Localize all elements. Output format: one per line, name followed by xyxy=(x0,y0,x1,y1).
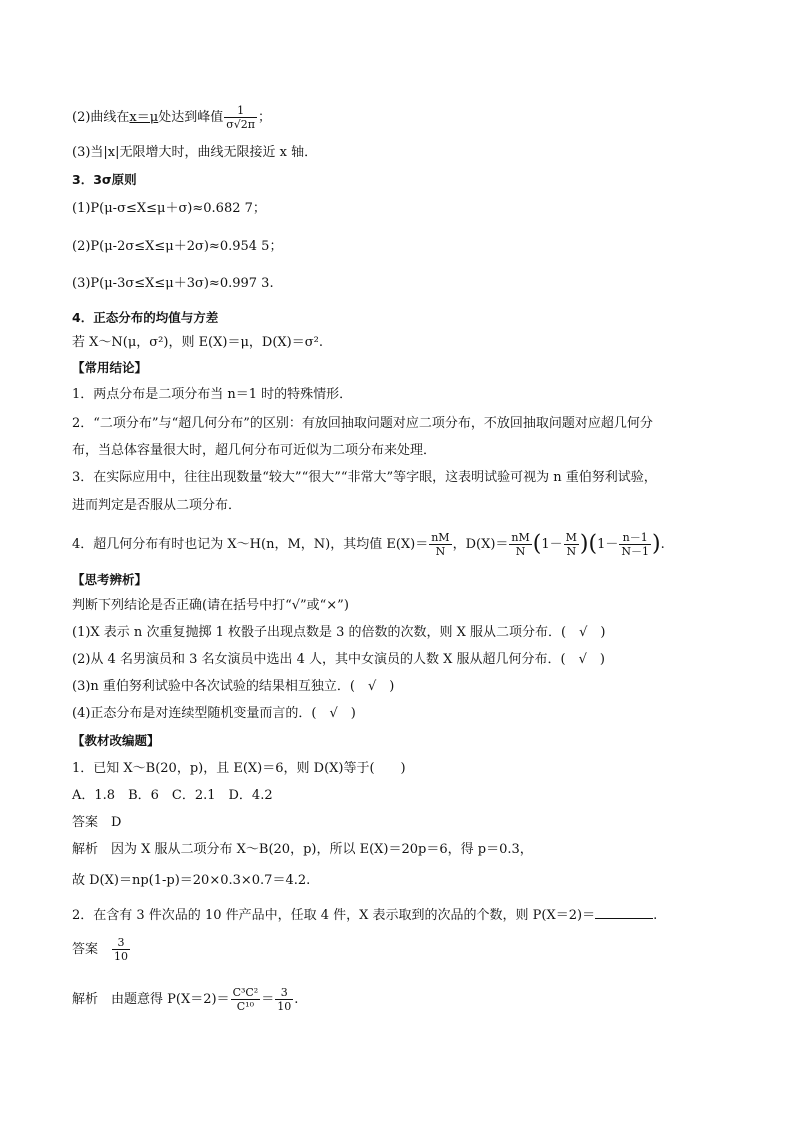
text-line: (3)当|x|无限增大时，曲线无限接近 x 轴． xyxy=(72,145,318,160)
text-line: 若 X～N(μ，σ²)，则 E(X)＝μ，D(X)＝σ². xyxy=(72,335,323,350)
text: 4．超几何分布有时也记为 X～H(n，M，N)，其均值 E(X)＝ xyxy=(72,537,429,552)
text: 1－ xyxy=(541,537,563,552)
section-heading: 【教材改编题】 xyxy=(72,733,160,748)
fraction-denominator: 10 xyxy=(114,950,129,963)
text: 解析 由题意得 P(X＝2)＝ xyxy=(72,992,230,1007)
fraction xyxy=(275,986,293,1013)
fraction xyxy=(224,104,257,131)
fraction-numerator: 3 xyxy=(112,936,130,950)
fraction-denominator: N xyxy=(435,545,446,558)
fraction-numerator: 3 xyxy=(275,986,293,1000)
text-line: 3．在实际应用中，往往出现数量“较大”“很大”“非常大”等字眼，这表明试验可视为 n 重伯努利试验， xyxy=(72,470,657,485)
text-line: (2)P(μ-2σ≤X≤μ＋2σ)≈0.954 5； xyxy=(72,239,283,254)
answer-line xyxy=(72,936,131,963)
fraction-denominator: C¹⁰ xyxy=(236,1000,255,1013)
fraction xyxy=(619,531,651,558)
paren-glyph: ( xyxy=(532,531,542,557)
text-line: (2)从 4 名男演员和 3 名女演员中选出 4 人，其中女演员的人数 X 服从超几何分布．( √ ) xyxy=(72,652,605,667)
fraction-denominator: N xyxy=(515,545,526,558)
text: ，D(X)＝ xyxy=(452,537,509,552)
text: . xyxy=(294,992,299,1007)
text: 2．在含有 3 件次品的 10 件产品中，任取 4 件，X 表示取到的次品的个数，则 P(X＝2)＝ xyxy=(72,908,596,923)
text-line: 1．已知 X～B(20，p)，且 E(X)＝6，则 D(X)等于( ) xyxy=(72,761,406,776)
text: 处达到峰值 xyxy=(158,110,224,125)
fraction xyxy=(231,986,261,1013)
text: ； xyxy=(257,110,271,125)
text-line: 布，当总体容量很大时，超几何分布可近似为二项分布来处理． xyxy=(72,443,437,458)
fraction-denominator: σ√2π xyxy=(226,118,255,131)
text: x＝μ xyxy=(129,110,159,125)
text-line: (1)X 表示 n 次重复抛掷 1 枚骰子出现点数是 3 的倍数的次数，则 X 服从二项分布．( √ ) xyxy=(72,625,606,640)
fraction-denominator: N xyxy=(566,545,577,558)
text-line: A．1.8 B．6 C．2.1 D．4.2 xyxy=(72,788,273,803)
fraction-numerator: C³C² xyxy=(232,986,259,999)
text-line: 判断下列结论是否正确(请在括号中打“√”或“×”) xyxy=(72,598,349,613)
paren-glyph: ) xyxy=(651,531,661,557)
text-line: 进而判定是否服从二项分布． xyxy=(72,498,242,513)
solution-line xyxy=(72,986,298,1013)
text-line: (3)n 重伯努利试验中各次试验的结果相互独立．( √ ) xyxy=(72,679,395,694)
text-line: 1．两点分布是二项分布当 n＝1 时的特殊情形． xyxy=(72,387,353,402)
text: . xyxy=(653,908,658,923)
section-heading: 3．3σ原则 xyxy=(72,172,137,187)
fraction-denominator: N－1 xyxy=(621,545,649,558)
fraction-numerator: nM xyxy=(511,531,530,544)
fraction xyxy=(429,531,451,558)
section-heading: 4．正态分布的均值与方差 xyxy=(72,310,219,325)
fraction xyxy=(564,531,579,558)
text-line: 2．“二项分布”与“超几何分布”的区别：有放回抽取问题对应二项分布，不放回抽取问题对应超几何分 xyxy=(72,416,653,431)
text-line: 故 D(X)＝np(1-p)＝20×0.3×0.7＝4.2. xyxy=(72,873,311,888)
paren-glyph: )( xyxy=(579,531,598,557)
text: 1－ xyxy=(597,537,619,552)
text-line: (3)P(μ-3σ≤X≤μ＋3σ)≈0.997 3. xyxy=(72,276,274,291)
text: (2)曲线在 xyxy=(72,110,130,125)
text-line: 答案 D xyxy=(72,815,122,830)
line-curve-peak xyxy=(72,104,271,131)
fraction-numerator: M xyxy=(565,531,577,544)
fraction xyxy=(509,531,531,558)
text: 答案 xyxy=(72,942,99,957)
text-line: (1)P(μ-σ≤X≤μ＋σ)≈0.682 7； xyxy=(72,201,266,216)
fraction-numerator: 1 xyxy=(224,104,257,118)
section-heading: 【常用结论】 xyxy=(72,360,148,375)
text-line: 解析 因为 X 服从二项分布 X～B(20，p)，所以 E(X)＝20p＝6，得 p＝0.3， xyxy=(72,842,533,857)
text: . xyxy=(660,537,665,552)
fraction-numerator: n－1 xyxy=(619,531,651,545)
fraction-numerator: nM xyxy=(431,531,450,544)
answer-blank xyxy=(595,906,653,919)
question-2 xyxy=(72,906,657,925)
section-heading: 【思考辨析】 xyxy=(72,572,148,587)
fraction xyxy=(112,936,130,963)
text: ＝ xyxy=(261,992,275,1007)
text-line: (4)正态分布是对连续型随机变量而言的．( √ ) xyxy=(72,706,356,721)
fraction-denominator: 10 xyxy=(277,1000,292,1013)
line-hypergeometric-formula xyxy=(72,531,665,558)
